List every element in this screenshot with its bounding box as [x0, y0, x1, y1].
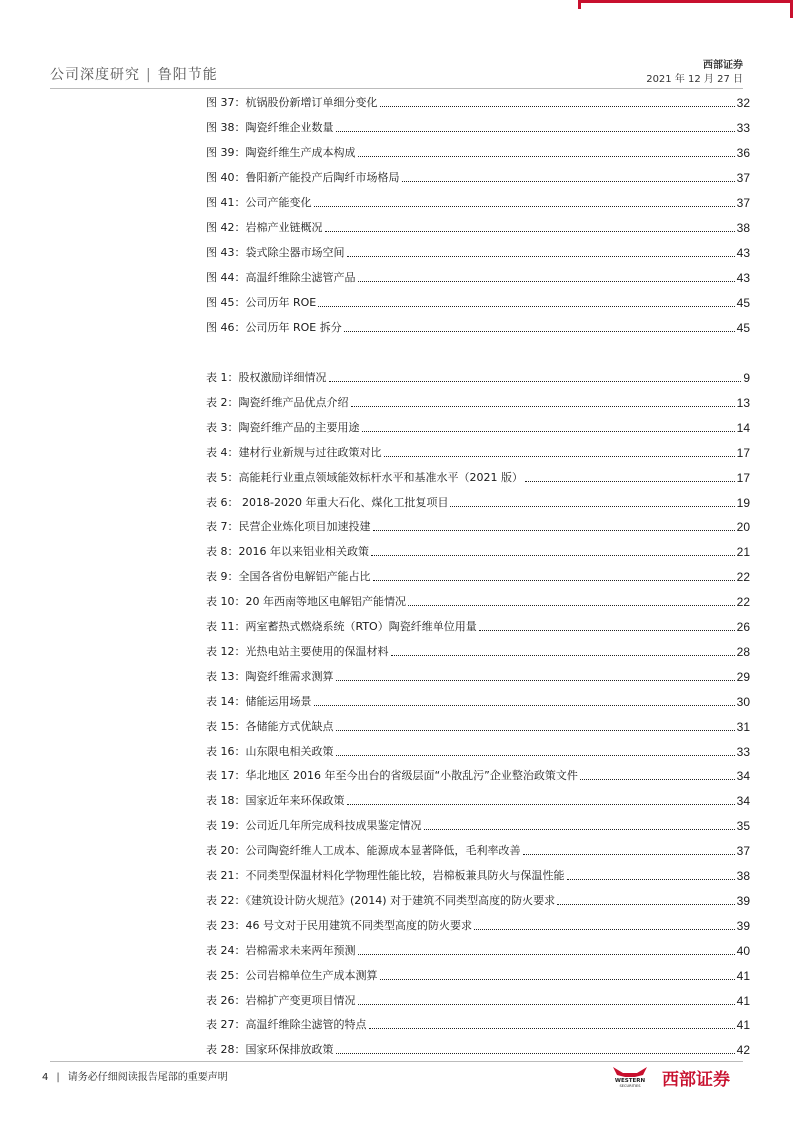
- toc-leader-dots: [391, 655, 735, 656]
- toc-entry-page: 41: [736, 968, 750, 983]
- toc-entry-label: 表 17：华北地区 2016 年至今出台的省级层面“小散乱污”企业整治政策文件: [206, 769, 578, 783]
- toc-entry-label: 表 25：公司岩棉单位生产成本测算: [206, 968, 378, 982]
- toc-entry-page: 29: [736, 669, 750, 684]
- toc-entry[interactable]: [206, 1012, 750, 1032]
- toc-entry-page: 45: [736, 296, 750, 310]
- toc-entry-page: 36: [736, 146, 750, 160]
- toc-entry[interactable]: [206, 664, 750, 684]
- toc-entry-page: 35: [736, 819, 750, 834]
- toc-entry-page: 22: [736, 570, 750, 585]
- logo-en-bottom: SECURITIES: [619, 1084, 641, 1087]
- toc-entry[interactable]: [206, 639, 750, 659]
- report-date: 2021 年 12 月 27 日: [646, 74, 743, 85]
- toc-entry-page: 30: [736, 694, 750, 709]
- toc-entry-label: 表 5：高能耗行业重点领域能效标杆水平和基准水平（2021 版）: [206, 470, 523, 484]
- header-divider: [50, 88, 743, 89]
- top-accent-line: [578, 0, 793, 3]
- toc-entry-page: 38: [736, 869, 750, 883]
- toc-entry-page: 42: [736, 1043, 750, 1058]
- toc-entry-page: 41: [736, 993, 750, 1008]
- toc-entry-label: 表 10：20 年西南等地区电解铝产能情况: [206, 595, 406, 609]
- toc-entry-page: 33: [736, 744, 750, 759]
- toc-entry[interactable]: [206, 465, 750, 485]
- footer-disclaimer: [42, 1068, 228, 1083]
- toc-leader-dots: [358, 156, 735, 157]
- toc-leader-dots: [362, 431, 735, 432]
- toc-entry-page: 17: [736, 445, 750, 460]
- toc-entry[interactable]: [206, 240, 750, 260]
- header-brand: 西部证券: [703, 60, 743, 71]
- toc-entry[interactable]: [206, 165, 750, 185]
- toc-entry-label: 图 42：岩棉产业链概况: [206, 221, 323, 234]
- toc-entry-label: 表 4：建材行业新规与过往政策对比: [206, 445, 382, 459]
- toc-entry[interactable]: [206, 614, 750, 634]
- toc-entry-label: 表 12：光热电站主要使用的保温材料: [206, 644, 389, 658]
- toc-entry-label: 图 43：袋式除尘器市场空间: [206, 246, 345, 259]
- toc-entry[interactable]: [206, 689, 750, 709]
- toc-entry-page: 20: [736, 520, 750, 535]
- toc-entry[interactable]: [206, 365, 750, 385]
- toc-entry-page: 43: [736, 246, 750, 260]
- footer-divider: [50, 1061, 743, 1062]
- toc-entry-page: 39: [736, 918, 750, 933]
- company-logo: [605, 1063, 745, 1090]
- toc-leader-dots: [358, 281, 735, 282]
- toc-entry-page: 33: [736, 121, 750, 135]
- toc-leader-dots: [358, 954, 735, 955]
- company-name: 鲁阳节能: [157, 67, 218, 83]
- toc-entry-page: 45: [736, 321, 750, 335]
- toc-entry-label: 图 40：鲁阳新产能投产后陶纤市场格局: [206, 171, 400, 184]
- toc-entry-label: 表 1：股权激励详细情况: [206, 371, 327, 384]
- toc-leader-dots: [314, 705, 735, 706]
- toc-entry[interactable]: [206, 788, 750, 808]
- toc-leader-dots: [336, 730, 735, 731]
- toc-leader-dots: [336, 131, 735, 132]
- toc-entry[interactable]: [206, 514, 750, 534]
- toc-entry[interactable]: [206, 913, 750, 933]
- toc-entry[interactable]: [206, 564, 750, 584]
- toc-entry-label: 表 19：公司近几年所完成科技成果鉴定情况: [206, 819, 422, 833]
- toc-entry[interactable]: [206, 440, 750, 460]
- toc-leader-dots: [474, 929, 735, 930]
- toc-entry[interactable]: [206, 938, 750, 958]
- toc-entry-label: 表 22：《建筑设计防火规范》(2014) 对于建筑不同类型高度的防火要求: [206, 893, 556, 907]
- toc-entry-label: 表 14：储能运用场景: [206, 694, 312, 708]
- toc-entry-label: 表 24：岩棉需求未来两年预测: [206, 943, 356, 957]
- toc-entry[interactable]: [206, 963, 750, 983]
- toc-leader-dots: [580, 779, 735, 780]
- toc-leader-dots: [336, 680, 735, 681]
- toc-entry[interactable]: [206, 589, 750, 609]
- toc-entry-page: 37: [736, 171, 750, 185]
- toc-entry-label: 图 44：高温纤维除尘滤管产品: [206, 271, 356, 284]
- top-accent-tick: [578, 0, 581, 9]
- toc-leader-dots: [369, 1028, 735, 1029]
- toc-leader-dots: [325, 231, 735, 232]
- toc-entry-label: 图 41：公司产能变化: [206, 196, 312, 209]
- toc-entry[interactable]: [206, 140, 750, 160]
- toc-entry-page: 21: [736, 545, 750, 560]
- toc-entry-page: 38: [736, 221, 750, 235]
- toc-entry-label: 表 20：公司陶瓷纤维人工成本、能源成本显著降低，毛利率改善: [206, 844, 521, 858]
- toc-entry-label: 表 7：民营企业炼化项目加速投建: [206, 520, 371, 534]
- toc-entry[interactable]: [206, 539, 750, 559]
- toc-entry[interactable]: [206, 714, 750, 734]
- toc-entry-page: 37: [736, 844, 750, 859]
- toc-entry[interactable]: [206, 90, 750, 110]
- footer-separator: |: [56, 1072, 60, 1083]
- toc-entry[interactable]: [206, 739, 750, 759]
- header-separator: |: [146, 67, 152, 83]
- toc-leader-dots: [402, 181, 735, 182]
- toc-entry-page: 34: [736, 794, 750, 809]
- toc-leader-dots: [373, 580, 735, 581]
- toc-entry-label: 表 8：2016 年以来铝业相关政策: [206, 545, 369, 559]
- toc-entry-label: 表 16：山东限电相关政策: [206, 744, 334, 758]
- toc-entry-label: 表 26：岩棉扩产变更项目情况: [206, 993, 356, 1007]
- toc-entry-label: 表 3：陶瓷纤维产品的主要用途: [206, 420, 360, 434]
- toc-entry-page: 43: [736, 271, 750, 285]
- toc-leader-dots: [358, 1004, 735, 1005]
- toc-leader-dots: [336, 1053, 735, 1054]
- toc-leader-dots: [371, 555, 735, 556]
- toc-entry-label: 表 6： 2018-2020 年重大石化、煤化工批复项目: [206, 495, 449, 509]
- toc-entry-label: 图 46：公司历年 ROE 拆分: [206, 321, 342, 334]
- toc-entry-page: 40: [736, 943, 750, 958]
- toc-leader-dots: [523, 854, 735, 855]
- toc-leader-dots: [373, 530, 735, 531]
- toc-entry[interactable]: [206, 838, 750, 858]
- toc-entry-label: 图 37：杭锅股份新增订单细分变化: [206, 96, 378, 109]
- toc-entry-page: 14: [736, 420, 750, 435]
- toc-leader-dots: [525, 481, 735, 482]
- toc-leader-dots: [424, 829, 735, 830]
- toc-entry[interactable]: [206, 490, 750, 510]
- toc-leader-dots: [450, 506, 734, 507]
- toc-entry-label: 表 15：各储能方式优缺点: [206, 719, 334, 733]
- toc-leader-dots: [567, 879, 735, 880]
- toc-entry[interactable]: [206, 190, 750, 210]
- bull-logo-icon: [605, 1063, 655, 1087]
- toc-leader-dots: [479, 630, 735, 631]
- toc-entry-page: 41: [736, 1018, 750, 1033]
- toc-entry-label: 表 2：陶瓷纤维产品优点介绍: [206, 395, 349, 409]
- toc-entry[interactable]: [206, 1037, 750, 1057]
- toc-entry-page: 13: [736, 395, 750, 410]
- toc-entry[interactable]: [206, 315, 750, 335]
- toc-entry-label: 图 45：公司历年 ROE: [206, 296, 317, 309]
- toc-entry-label: 图 38：陶瓷纤维企业数量: [206, 121, 334, 134]
- toc-entry-label: 表 23：46 号文对于民用建筑不同类型高度的防火要求: [206, 918, 472, 932]
- toc-entry[interactable]: [206, 390, 750, 410]
- report-header-title: [50, 64, 218, 84]
- disclaimer-text: 请务必仔细阅读报告尾部的重要声明: [67, 1072, 228, 1083]
- toc-entry-page: 28: [736, 644, 750, 659]
- toc-entry-label: 图 39：陶瓷纤维生产成本构成: [206, 146, 356, 159]
- toc-entry[interactable]: [206, 290, 750, 310]
- logo-chinese-text: 西部证券: [662, 1070, 730, 1090]
- toc-leader-dots: [351, 406, 735, 407]
- page-number: 4: [42, 1072, 49, 1083]
- toc-entry[interactable]: [206, 115, 750, 135]
- toc-entry-page: 32: [736, 96, 750, 110]
- toc-leader-dots: [408, 605, 735, 606]
- toc-entry-label: 表 21：不同类型保温材料化学物理性能比较，岩棉板兼具防火与保温性能: [206, 869, 565, 882]
- toc-leader-dots: [347, 804, 735, 805]
- toc-leader-dots: [344, 331, 735, 332]
- toc-leader-dots: [384, 456, 735, 457]
- toc-leader-dots: [314, 206, 735, 207]
- toc-entry-page: 37: [736, 196, 750, 210]
- toc-entry-label: 表 27：高温纤维除尘滤管的特点: [206, 1018, 367, 1032]
- toc-entry[interactable]: [206, 215, 750, 235]
- toc-entry-label: 表 28：国家环保排放政策: [206, 1043, 334, 1057]
- toc-entry-label: 表 11：两室蓄热式燃烧系统（RTO）陶瓷纤维单位用量: [206, 620, 477, 633]
- toc-entry[interactable]: [206, 888, 750, 908]
- toc-entry-page: 39: [736, 893, 750, 908]
- toc-entry-label: 表 13：陶瓷纤维需求测算: [206, 669, 334, 683]
- toc-entry[interactable]: [206, 265, 750, 285]
- toc-entry-page: 19: [736, 495, 750, 510]
- toc-entry-page: 26: [736, 620, 750, 634]
- toc-entry-page: 31: [736, 719, 750, 734]
- toc-leader-dots: [380, 106, 735, 107]
- toc-entry-page: 34: [736, 769, 750, 784]
- logo-en-top: WESTERN: [614, 1078, 646, 1084]
- toc-entry[interactable]: [206, 763, 750, 783]
- toc-entry-label: 表 9：全国各省份电解铝产能占比: [206, 570, 371, 584]
- toc-entry[interactable]: [206, 988, 750, 1008]
- toc-entry[interactable]: [206, 863, 750, 883]
- toc-leader-dots: [380, 979, 735, 980]
- toc-entry-page: 9: [743, 371, 750, 385]
- toc-leader-dots: [329, 381, 742, 382]
- toc-entry-page: 17: [736, 470, 750, 485]
- toc-leader-dots: [318, 306, 734, 307]
- toc-entry-label: 表 18：国家近年来环保政策: [206, 794, 345, 808]
- toc-entry-page: 22: [736, 595, 750, 610]
- toc-leader-dots: [347, 256, 735, 257]
- toc-entry[interactable]: [206, 415, 750, 435]
- report-type: 公司深度研究: [50, 67, 140, 83]
- toc-leader-dots: [336, 755, 735, 756]
- toc-leader-dots: [557, 904, 735, 905]
- toc-entry[interactable]: [206, 813, 750, 833]
